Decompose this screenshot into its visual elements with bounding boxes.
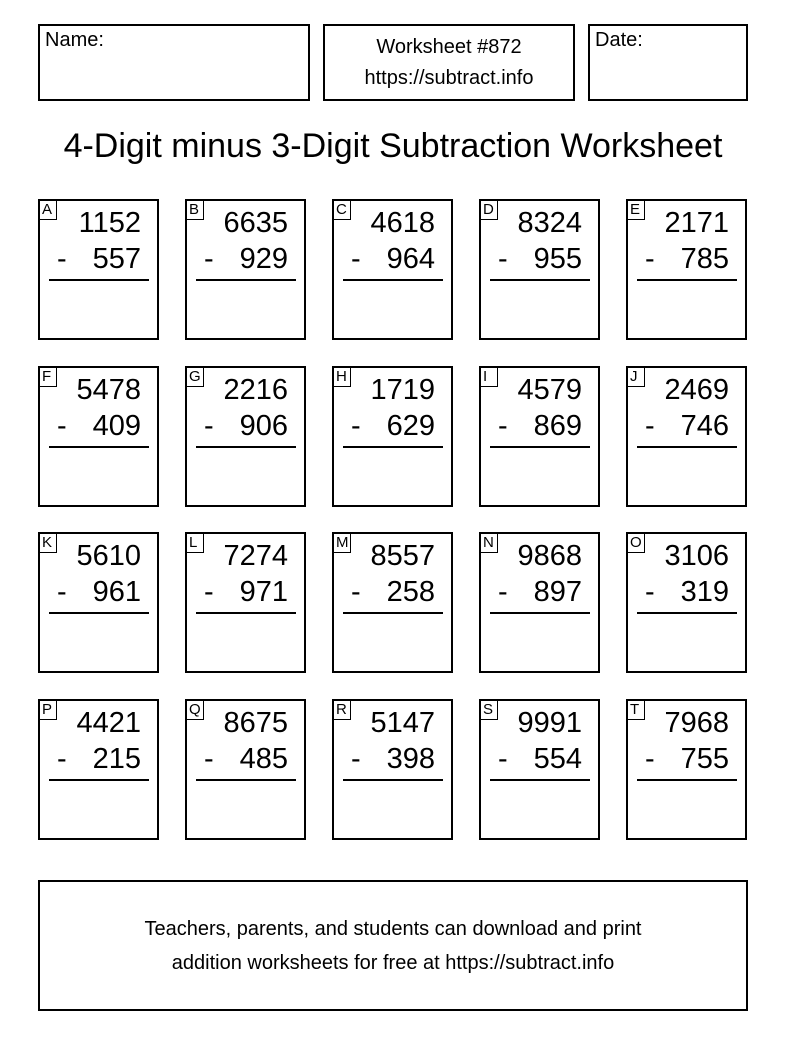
problem-minuend: 5478	[76, 374, 141, 406]
problem-letter: S	[480, 700, 498, 720]
minus-sign: -	[351, 743, 361, 775]
problem-box[interactable]	[332, 366, 453, 507]
minus-sign: -	[498, 243, 508, 275]
problem-minuend: 2469	[664, 374, 729, 406]
problem-minuend: 7968	[664, 707, 729, 739]
problem-minuend: 3106	[664, 540, 729, 572]
answer-line	[637, 279, 737, 281]
problem-minuend: 5147	[370, 707, 435, 739]
answer-line	[196, 279, 296, 281]
minus-sign: -	[645, 410, 655, 442]
problem-letter: F	[39, 367, 57, 387]
problem-box[interactable]	[185, 366, 306, 507]
answer-line	[490, 446, 590, 448]
problem-letter: I	[480, 367, 498, 387]
problem-box[interactable]	[479, 532, 600, 673]
minus-sign: -	[498, 743, 508, 775]
problem-box[interactable]	[626, 532, 747, 673]
minus-sign: -	[204, 410, 214, 442]
footer-box	[38, 880, 748, 1011]
answer-line	[49, 446, 149, 448]
problem-subtrahend: 746	[680, 410, 729, 442]
problem-subtrahend: 629	[386, 410, 435, 442]
page-title: 4-Digit minus 3-Digit Subtraction Worksheet	[63, 127, 723, 165]
problem-letter: A	[39, 200, 57, 220]
problem-letter: Q	[186, 700, 204, 720]
problem-subtrahend: 258	[386, 576, 435, 608]
answer-line	[49, 612, 149, 614]
minus-sign: -	[351, 243, 361, 275]
problem-letter: P	[39, 700, 57, 720]
problem-subtrahend: 755	[680, 743, 729, 775]
problem-box[interactable]	[332, 532, 453, 673]
problem-letter: J	[627, 367, 645, 387]
problem-box[interactable]	[38, 532, 159, 673]
answer-line	[196, 612, 296, 614]
minus-sign: -	[645, 243, 655, 275]
problem-subtrahend: 409	[92, 410, 141, 442]
problem-box[interactable]	[38, 199, 159, 340]
problem-minuend: 1152	[78, 207, 141, 239]
answer-line	[490, 612, 590, 614]
footer-line-1: Teachers, parents, and students can download and print	[144, 918, 642, 940]
problem-letter: T	[627, 700, 645, 720]
problem-subtrahend: 961	[92, 576, 141, 608]
minus-sign: -	[57, 743, 67, 775]
problem-subtrahend: 869	[533, 410, 582, 442]
name-field[interactable]	[38, 24, 310, 101]
minus-sign: -	[204, 576, 214, 608]
problem-letter: O	[627, 533, 645, 553]
problem-letter: R	[333, 700, 351, 720]
problem-minuend: 2216	[223, 374, 288, 406]
minus-sign: -	[57, 410, 67, 442]
problem-subtrahend: 785	[680, 243, 729, 275]
problem-minuend: 8557	[370, 540, 435, 572]
name-label: Name:	[45, 29, 104, 51]
problem-subtrahend: 971	[239, 576, 288, 608]
answer-line	[343, 279, 443, 281]
problem-minuend: 1719	[370, 374, 435, 406]
minus-sign: -	[498, 576, 508, 608]
problem-box[interactable]	[38, 699, 159, 840]
answer-line	[490, 779, 590, 781]
problem-box[interactable]	[332, 199, 453, 340]
date-label: Date:	[595, 29, 643, 51]
answer-line	[490, 279, 590, 281]
problem-minuend: 9991	[517, 707, 582, 739]
problem-subtrahend: 906	[239, 410, 288, 442]
answer-line	[49, 279, 149, 281]
problem-subtrahend: 319	[680, 576, 729, 608]
problem-minuend: 4618	[370, 207, 435, 239]
problem-letter: L	[186, 533, 204, 553]
problem-letter: M	[333, 533, 351, 553]
problem-letter: B	[186, 200, 204, 220]
answer-line	[343, 779, 443, 781]
problem-box[interactable]	[626, 199, 747, 340]
problem-box[interactable]	[185, 699, 306, 840]
answer-line	[637, 446, 737, 448]
problem-letter: K	[39, 533, 57, 553]
problem-minuend: 8675	[223, 707, 288, 739]
worksheet-info-box	[323, 24, 575, 101]
problem-minuend: 2171	[664, 207, 729, 239]
minus-sign: -	[204, 743, 214, 775]
minus-sign: -	[57, 243, 67, 275]
date-field[interactable]	[588, 24, 748, 101]
problem-minuend: 6635	[223, 207, 288, 239]
problem-subtrahend: 897	[533, 576, 582, 608]
problem-minuend: 4421	[76, 707, 141, 739]
problem-letter: D	[480, 200, 498, 220]
worksheet-url: https://subtract.info	[364, 67, 534, 89]
problem-letter: C	[333, 200, 351, 220]
problem-minuend: 9868	[517, 540, 582, 572]
answer-line	[49, 779, 149, 781]
minus-sign: -	[57, 576, 67, 608]
answer-line	[343, 612, 443, 614]
minus-sign: -	[351, 576, 361, 608]
problem-letter: E	[627, 200, 645, 220]
problem-letter: N	[480, 533, 498, 553]
answer-line	[637, 612, 737, 614]
problem-minuend: 7274	[223, 540, 288, 572]
problem-subtrahend: 929	[239, 243, 288, 275]
worksheet-number: Worksheet #872	[376, 36, 522, 58]
problem-letter: H	[333, 367, 351, 387]
footer-line-2: addition worksheets for free at https://subtract.info	[171, 952, 615, 974]
problem-minuend: 4579	[517, 374, 582, 406]
problem-minuend: 5610	[76, 540, 141, 572]
problem-minuend: 8324	[517, 207, 582, 239]
minus-sign: -	[204, 243, 214, 275]
answer-line	[196, 779, 296, 781]
problem-box[interactable]	[185, 532, 306, 673]
problem-subtrahend: 955	[533, 243, 582, 275]
problem-subtrahend: 215	[92, 743, 141, 775]
problem-subtrahend: 554	[533, 743, 582, 775]
problem-box[interactable]	[479, 199, 600, 340]
minus-sign: -	[351, 410, 361, 442]
problem-box[interactable]	[479, 366, 600, 507]
answer-line	[637, 779, 737, 781]
problem-box[interactable]	[38, 366, 159, 507]
problem-subtrahend: 557	[92, 243, 141, 275]
problem-box[interactable]	[185, 199, 306, 340]
problem-box[interactable]	[479, 699, 600, 840]
problem-box[interactable]	[332, 699, 453, 840]
problem-subtrahend: 485	[239, 743, 288, 775]
problem-box[interactable]	[626, 366, 747, 507]
answer-line	[343, 446, 443, 448]
answer-line	[196, 446, 296, 448]
minus-sign: -	[645, 743, 655, 775]
problem-letter: G	[186, 367, 204, 387]
problem-subtrahend: 964	[386, 243, 435, 275]
problem-subtrahend: 398	[386, 743, 435, 775]
minus-sign: -	[498, 410, 508, 442]
minus-sign: -	[645, 576, 655, 608]
problem-box[interactable]	[626, 699, 747, 840]
